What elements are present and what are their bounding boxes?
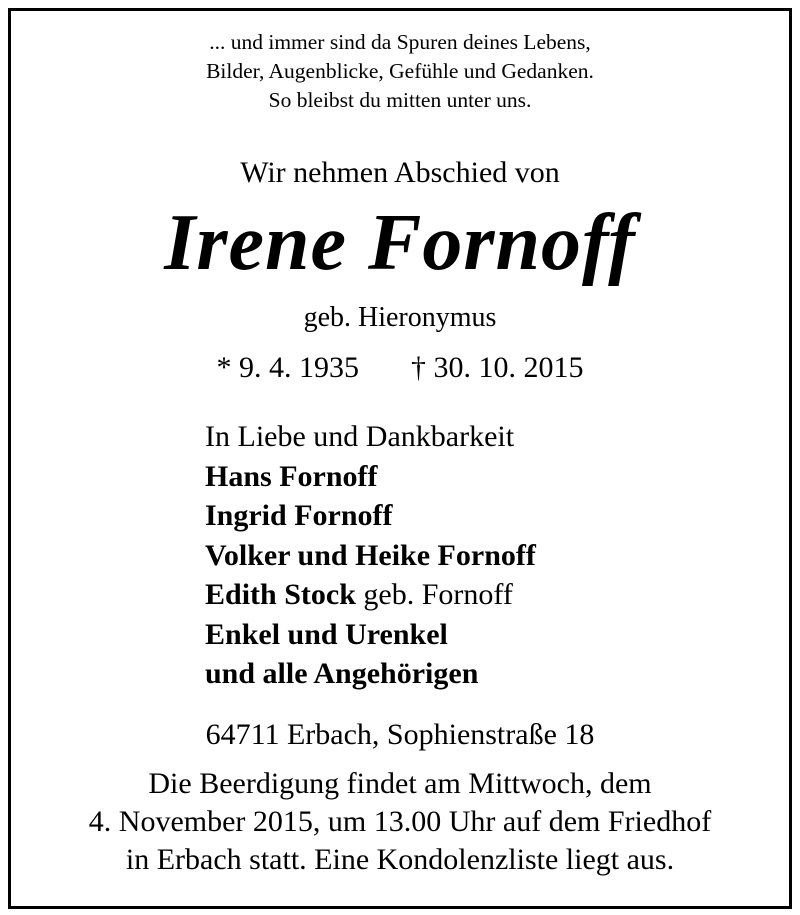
mourner-4: [205, 575, 536, 615]
birth-date: * 9. 4. 1935: [216, 351, 359, 384]
motto-line-3: So bleibst du mitten unter uns.: [268, 88, 532, 112]
mourner-6: und alle Angehörigen: [205, 657, 479, 690]
mourners-list: [205, 417, 536, 694]
death-date: † 30. 10. 2015: [411, 351, 584, 384]
intro-text: Wir nehmen Abschied von: [240, 156, 560, 189]
mourners-heading: In Liebe und Dankbarkeit: [205, 420, 515, 453]
mourner-4-name: Edith Stock: [205, 578, 356, 611]
mourner-2: Ingrid Fornoff: [205, 499, 393, 532]
funeral-line-2: 4. November 2015, um 13.00 Uhr auf dem Friedhof: [88, 805, 712, 838]
funeral-info: [0, 765, 800, 879]
funeral-line-1: Die Beerdigung findet am Mittwoch, dem: [148, 767, 652, 800]
motto-line-2: Bilder, Augenblicke, Gefühle und Gedanken.: [206, 59, 594, 83]
mourner-3: Volker und Heike Fornoff: [205, 538, 536, 572]
motto: [0, 28, 800, 115]
life-dates: [0, 351, 800, 385]
maiden-name: geb. Hieronymus: [303, 302, 497, 333]
address: 64711 Erbach, Sophienstraße 18: [205, 718, 595, 751]
mourner-4-maiden: geb. Fornoff: [355, 578, 513, 611]
mourner-1: Hans Fornoff: [205, 459, 378, 493]
motto-line-1: ... und immer sind da Spuren deines Lebens,: [209, 30, 591, 54]
funeral-line-3: in Erbach statt. Eine Kondolenzliste liegt aus.: [125, 843, 675, 876]
deceased-name: Irene Fornoff: [164, 199, 636, 287]
mourner-5: Enkel und Urenkel: [205, 617, 448, 651]
